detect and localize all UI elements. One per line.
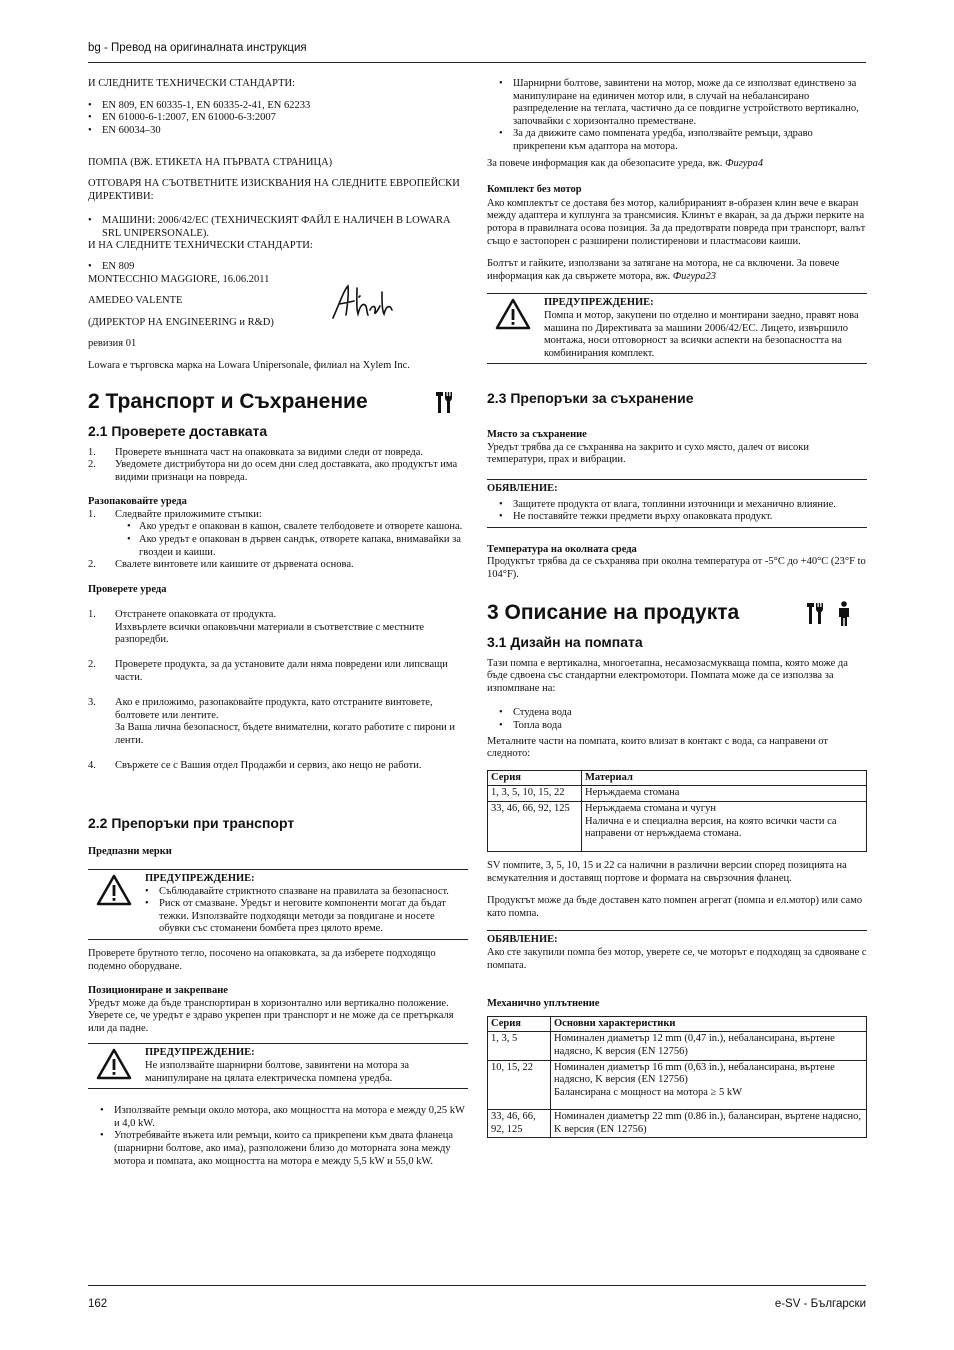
notice-box xyxy=(487,930,867,972)
temperature-title: Температура на околната среда xyxy=(487,543,637,555)
inspect-steps xyxy=(88,596,468,785)
tools-icon xyxy=(807,602,825,626)
position-title: Позициониране и закрепване xyxy=(88,985,228,997)
item-number: 2. xyxy=(88,459,96,471)
list-item xyxy=(88,659,468,684)
list-item: • Съблюдавайте стриктното спазване на правилата за безопасност. xyxy=(145,886,468,899)
notice-title: ОБЯВЛЕНИЕ: xyxy=(487,483,558,495)
chapter-2-heading: 2 Транспорт и Съхранение xyxy=(88,389,368,413)
notice-text: Ако сте закупили помпа без мотор, уверете се, че моторът е подходящ за сдвояване с помпата. xyxy=(487,946,867,971)
table-header-row xyxy=(488,770,867,786)
table-cell: Неръждаема стомана и чугун Налична е и специална версия, на която всички части са направени от неръждаема стомана. xyxy=(582,801,867,851)
materials-table xyxy=(487,770,867,852)
section-2-3-title: 2.3 Препоръки за съхранение xyxy=(487,390,694,407)
table-cell: 10, 15, 22 xyxy=(488,1060,551,1110)
item-text: Свалете винтовете или каишите от дървената основа. xyxy=(115,559,354,571)
list-item: • Шарнирни болтове, завинтени на мотор, може да се използват единствено за манипулиране на единичен мотор или, в случай на небалансирано разпределение на теглата, частично да се повдигне устройството вертикално, започвайки с хоризонтално преместване. xyxy=(487,78,867,128)
unpack-substeps xyxy=(115,521,468,559)
belt-list xyxy=(88,1105,468,1168)
list-item: • Употребявайте въжета или ремъци, които са прикрепени към двата фланеца (шарнирни болтове, ако има), разположени близо до моторната зона между мотора и помпата, ако мощността на мотора е между 5,5 kW и 55,0 kW. xyxy=(88,1130,468,1168)
warning-title: ПРЕДУПРЕЖДЕНИЕ: xyxy=(145,1047,255,1059)
section-2-2-title: 2.2 Препоръки при транспорт xyxy=(88,815,295,832)
table-row xyxy=(488,1110,867,1138)
list-item: • Ако уредът е опакован в дървен сандък, отворете капака, внимавайки за гвоздеи и каиши. xyxy=(115,534,468,559)
item-number: 3. xyxy=(88,697,96,709)
signature-image xyxy=(330,282,400,322)
column-header: Материал xyxy=(582,770,867,786)
page-header: bg - Превод на оригиналната инструкция xyxy=(88,42,307,54)
standards-intro-2: И НА СЛЕДНИТЕ ТЕХНИЧЕСКИ СТАНДАРТИ: xyxy=(88,240,313,252)
storage-title: Място за съхранение xyxy=(487,429,587,441)
notice-title: ОБЯВЛЕНИЕ: xyxy=(487,934,558,946)
column-header: Основни характеристики xyxy=(551,1016,867,1032)
warning-box xyxy=(88,1043,468,1089)
table-header-row xyxy=(488,1016,867,1032)
list-item xyxy=(88,697,468,747)
unpack-steps xyxy=(88,509,468,572)
item-text: Следвайте приложимите стъпки: xyxy=(115,508,262,520)
table-cell: Номинален диаметър 16 mm (0,63 in.), небалансирана, въртене надясно, K версия (EN 12756) Балансирана с мощност на мотора ≥ 5 kW xyxy=(551,1060,867,1110)
list-item: • EN 809 xyxy=(88,261,468,274)
metal-text: Металните части на помпата, които влизат в контакт с вода, са направени от следното: xyxy=(487,735,828,760)
storage-text: Уредът трябва да се съхранява на закрито и сухо място, далеч от високи температури, прах и вибрации. xyxy=(487,441,810,466)
item-text: Проверете продукта, за да установите дали няма повредени или липсващи части. xyxy=(115,659,448,683)
place-date: MONTECCHIO MAGGIORE, 16.06.2011 xyxy=(88,273,270,285)
item-number: 2. xyxy=(88,559,96,571)
secure-text xyxy=(487,158,867,171)
signatory-role: (ДИРЕКТОР НА ENGINEERING и R&D) xyxy=(88,316,274,328)
sv-text: SV помпите, 3, 5, 10, 15 и 22 са налични в различни версии според позицията на всмукателния и доставящ портове и формата на свързочния фланец. xyxy=(487,859,847,884)
list-item: • Ако уредът е опакован в кашон, свалете телбодовете и отворете кашона. xyxy=(115,521,468,534)
seal-table xyxy=(487,1016,867,1139)
section-2-1-title: 2.1 Проверете доставката xyxy=(88,422,268,439)
table-cell: 1, 3, 5, 10, 15, 22 xyxy=(488,786,582,802)
list-item: • Не поставяйте тежки предмети върху опаковката продукт. xyxy=(487,511,867,524)
standards-list-2 xyxy=(88,261,468,274)
list-item xyxy=(88,559,468,572)
list-item xyxy=(88,447,468,460)
water-list xyxy=(487,707,867,732)
section-3-1-title: 3.1 Дизайн на помпата xyxy=(487,633,643,650)
column-header: Серия xyxy=(488,1016,551,1032)
table-cell: 33, 46, 66, 92, 125 xyxy=(488,1110,551,1138)
list-item xyxy=(88,509,468,559)
notice-list xyxy=(487,499,867,524)
table-cell: Неръждаема стомана xyxy=(582,786,867,802)
table-row xyxy=(488,801,867,851)
list-item: • Защитете продукта от влага, топлинни източници и механично влияние. xyxy=(487,499,867,512)
kit-text: Ако комплектът се доставя без мотор, калибрираният в-образен клин вече е вкаран между адаптера и куплунга за трансмисия. Клинът е вкаран, за да държи перките на ротора в правилната осова позиция. За да предотврати повреда при транспорт, валът също е застопорен с разширени полистиренови и пластмасови каиши. xyxy=(487,197,866,247)
warning-box xyxy=(487,293,867,364)
figure-reference: Фигура23 xyxy=(672,270,717,282)
unpack-title: Разопаковайте уреда xyxy=(88,496,187,508)
list-item: • EN 60034–30 xyxy=(88,125,468,138)
directives-list xyxy=(88,215,468,240)
warning-icon xyxy=(495,298,531,330)
list-item xyxy=(88,760,468,773)
product-label: e-SV - Български xyxy=(774,1298,866,1310)
table-cell: 33, 46, 66, 92, 125 xyxy=(488,801,582,851)
list-item: • Топла вода xyxy=(487,720,867,733)
warning-icon xyxy=(96,1048,132,1080)
complies-text: ОТГОВАРЯ НА СЪОТВЕТНИТЕ ИЗИСКВАНИЯ НА СЛЕДНИТЕ ЕВРОПЕЙСКИ ДИРЕКТИВИ: xyxy=(88,177,460,202)
weight-text: Проверете брутното тегло, посочено на опаковката, за да изберете подходящо подемно оборудване. xyxy=(88,947,436,972)
product-text: Продуктът може да бъде доставен като помпен агрегат (помпа и ел.мотор) или само като помпа. xyxy=(487,895,863,919)
warning-title: ПРЕДУПРЕЖДЕНИЕ: xyxy=(544,297,654,309)
revision: ревизия 01 xyxy=(88,338,137,350)
standards-list xyxy=(88,100,468,138)
notice-box xyxy=(487,479,867,528)
item-number: 4. xyxy=(88,760,96,772)
list-item: • EN 809, EN 60335-1, EN 60335-2-41, EN 62233 xyxy=(88,100,468,113)
warning-text: Помпа и мотор, закупени по отделно и монтирани заедно, правят нова машина по Директивата за машини 2006/42/EC. Лицето, извършило монтажа, носи отговорност за всички аспекти на безопасността на комбинирания комплект. xyxy=(544,309,859,359)
list-item: • МАШИНИ: 2006/42/EC (ТЕХНИЧЕСКИЯТ ФАЙЛ Е НАЛИЧЕН В LOWARA SRL UNIPERSONALE). xyxy=(88,215,468,240)
warning-box xyxy=(88,869,468,940)
header-rule xyxy=(88,62,866,63)
table-cell: 1, 3, 5 xyxy=(488,1032,551,1060)
list-item: • Използвайте ремъци около мотора, ако мощността на мотора е между 0,25 kW и 4,0 kW. xyxy=(88,1105,468,1130)
figure-reference: Фигура4 xyxy=(725,157,764,169)
temperature-text: Продуктът трябва да се съхранява при околна температура от -5°C до +40°C (23°F to 104°F). xyxy=(487,556,866,581)
warning-text: Не използвайте шарнирни болтове, завинтени на мотора за манипулиране на цялата електрическа помпена уредба. xyxy=(145,1060,410,1084)
signatory-name: AMEDEO VALENTE xyxy=(88,295,183,307)
list-item xyxy=(88,459,468,484)
chapter-3-title xyxy=(487,600,867,626)
chapter-2-title xyxy=(88,389,468,415)
list-item: • EN 61000-6-1:2007, EN 61000-6-3:2007 xyxy=(88,112,468,125)
item-number: 1. xyxy=(88,446,96,458)
left-column xyxy=(88,78,468,1168)
list-item xyxy=(88,609,468,647)
tools-icon xyxy=(436,391,454,415)
seal-title: Механично уплътнение xyxy=(487,998,600,1010)
table-row xyxy=(488,1032,867,1060)
secure-text-body: За повече информация как да обезопасите уреда, вж. xyxy=(487,157,725,169)
position-text: Уредът може да бъде транспортиран в хоризонтално или вертикално положение. Уверете се, че уредът е здраво укрепен при транспорт и не може да се претъркаля или да падне. xyxy=(88,997,454,1034)
delivery-steps xyxy=(88,447,468,485)
lifting-list xyxy=(487,78,867,154)
item-text: Свържете се с Вашия отдел Продажби и сервиз, ако нещо не работи. xyxy=(115,760,422,772)
bolts-text xyxy=(487,258,867,283)
right-column xyxy=(487,78,867,1138)
list-item: • Студена вода xyxy=(487,707,867,720)
list-item: • Риск от смазване. Уредът и неговите компоненти могат да бъдат тежки. Използвайте подходящи методи за повдигане и носете обувки със стоманени бомбета през цялото време. xyxy=(145,898,468,936)
bolts-text-body: Болтът и гайките, използвани за затягане на мотора, не са включени. За повече информация как да свържете мотора, вж. xyxy=(487,258,840,282)
trademark-note: Lowara е търговска марка на Lowara Unipersonale, филиал на Xylem Inc. xyxy=(88,359,410,371)
table-row xyxy=(488,1060,867,1110)
chapter-3-heading: 3 Описание на продукта xyxy=(487,600,740,624)
list-item: • За да движите само помпената уредба, използвайте ремъци, здраво прикрепени към адаптора на мотора. xyxy=(487,128,867,153)
standards-intro: И СЛЕДНИТЕ ТЕХНИЧЕСКИ СТАНДАРТИ: xyxy=(88,78,295,89)
table-cell: Номинален диаметър 22 mm (0.86 in.), балансиран, въртене надясно, K версия (EN 12756) xyxy=(551,1110,867,1138)
page-number: 162 xyxy=(88,1298,108,1310)
item-text: Проверете външната част на опаковката за видими следи от повреда. xyxy=(115,446,424,458)
design-text: Тази помпа е вертикална, многоетапна, несамозасмукваща помпа, която може да бъде сдвоена със стандартни електромотори. Помпата може да се използва за изпомпване на: xyxy=(487,657,848,694)
item-text: Ако е приложимо, разопаковайте продукта, като отстраните винтовете, болтовете или лентите. За Ваша лична безопасност, бъдете внимателни, когато работите с пирони и ленти. xyxy=(115,697,456,746)
item-text: Уведомете дистрибутора ни до осем дни след доставката, ако продуктът има видими признаци на повреда. xyxy=(115,459,458,483)
item-number: 2. xyxy=(88,659,96,671)
inspect-title: Проверете уреда xyxy=(88,583,167,595)
warning-icon xyxy=(96,874,132,906)
item-number: 1. xyxy=(88,508,96,520)
item-text: Отстранете опаковката от продукта. Изхвърлете всички опаковъчни материали в съответствие с местните разпоредби. xyxy=(115,609,425,646)
column-header: Серия xyxy=(488,770,582,786)
warning-list xyxy=(145,886,468,936)
item-number: 1. xyxy=(88,609,96,621)
table-cell: Номинален диаметър 12 mm (0,47 in.), небалансирана, въртене надясно, K версия (EN 12756) xyxy=(551,1032,867,1060)
table-row xyxy=(488,786,867,802)
kit-title: Комплект без мотор xyxy=(487,184,582,196)
precautions-title: Предпазни мерки xyxy=(88,846,172,858)
warning-title: ПРЕДУПРЕЖДЕНИЕ: xyxy=(145,872,255,884)
pump-label: ПОМПА (ВЖ. ЕТИКЕТА НА ПЪРВАТА СТРАНИЦА) xyxy=(88,157,333,169)
person-icon xyxy=(837,601,851,627)
footer-rule xyxy=(88,1285,866,1286)
